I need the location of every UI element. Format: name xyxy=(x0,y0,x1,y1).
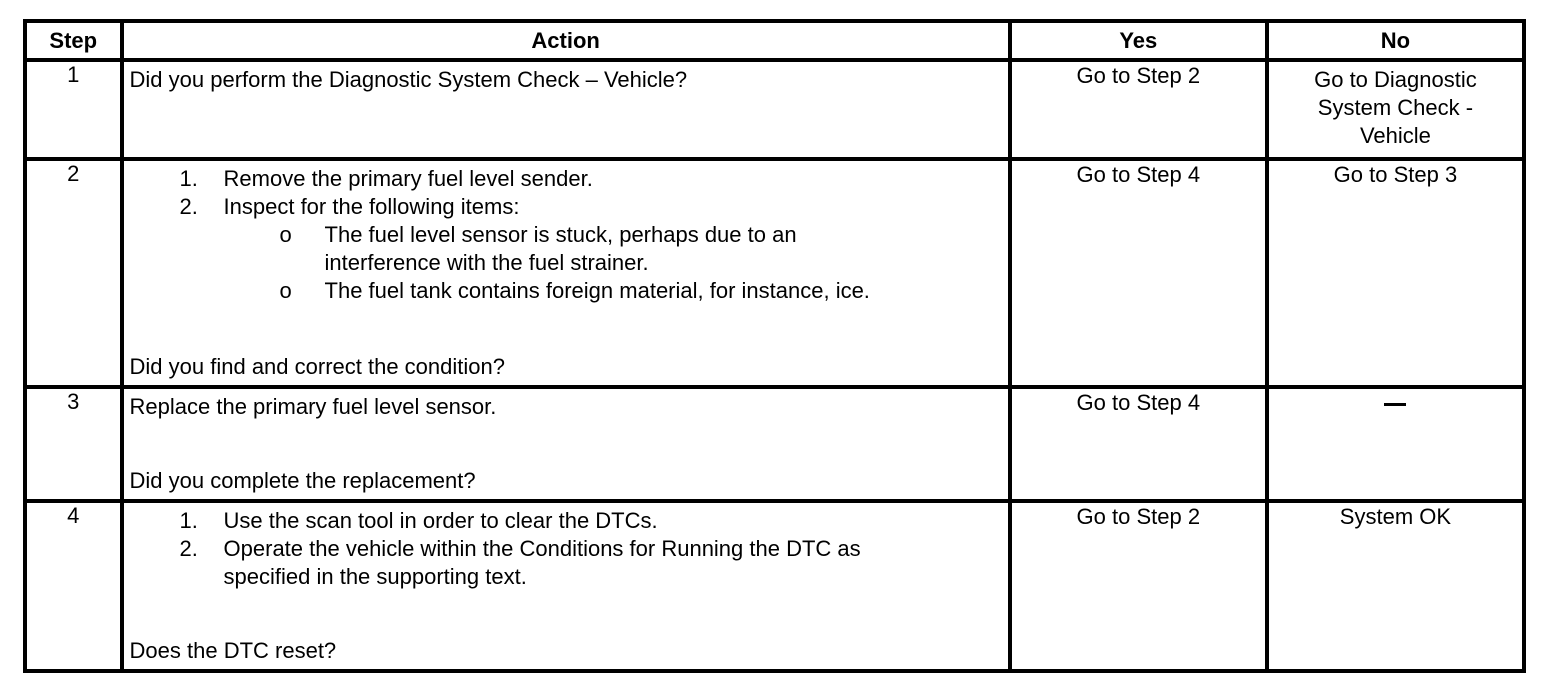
action-question: Does the DTC reset? xyxy=(129,638,337,663)
step-number: 2 xyxy=(25,159,122,387)
table-row xyxy=(25,501,1524,671)
header-row xyxy=(25,21,1524,60)
action-question: Did you complete the replacement? xyxy=(129,468,476,493)
bullet-text: interference with the fuel strainer. xyxy=(324,250,649,275)
action-question: Did you perform the Diagnostic System Check – Vehicle? xyxy=(129,67,688,92)
item-text: Inspect for the following items: xyxy=(223,194,520,219)
numbered-item xyxy=(130,535,1002,591)
numbered-item xyxy=(130,507,1002,535)
step-number: 4 xyxy=(25,501,122,671)
item-text: Operate the vehicle within the Conditions for Running the DTC as xyxy=(223,536,861,561)
numbered-item xyxy=(130,165,1002,193)
item-number: 1. xyxy=(179,508,198,533)
action-text: Replace the primary fuel level sensor. xyxy=(129,394,497,419)
action-question: Did you find and correct the condition? xyxy=(129,354,505,379)
header-step: Step xyxy=(25,21,122,60)
bullet-text: The fuel level sensor is stuck, perhaps due to an xyxy=(324,222,797,247)
item-text: specified in the supporting text. xyxy=(223,564,527,589)
yes-cell: Go to Step 2 xyxy=(1010,501,1267,671)
no-cell: Go to Step 3 xyxy=(1267,159,1524,387)
bullet-item xyxy=(130,277,1002,305)
item-number: 2. xyxy=(179,536,198,561)
yes-cell: Go to Step 4 xyxy=(1010,387,1267,501)
item-text: Remove the primary fuel level sender. xyxy=(223,166,593,191)
no-line: Vehicle xyxy=(1359,123,1431,148)
bullet-marker: o xyxy=(279,222,292,247)
header-action: Action xyxy=(122,21,1010,60)
header-yes: Yes xyxy=(1010,21,1267,60)
bullet-item xyxy=(130,221,1002,277)
no-line: Go to Diagnostic xyxy=(1314,67,1477,92)
yes-cell: Go to Step 4 xyxy=(1010,159,1267,387)
header-no: No xyxy=(1267,21,1524,60)
item-number: 2. xyxy=(179,194,198,219)
yes-cell: Go to Step 2 xyxy=(1010,60,1267,159)
item-number: 1. xyxy=(179,166,198,191)
action-cell xyxy=(122,501,1010,671)
table-row xyxy=(25,159,1524,387)
action-cell xyxy=(122,387,1010,501)
step-number: 3 xyxy=(25,387,122,501)
action-cell xyxy=(122,60,1010,159)
no-cell xyxy=(1267,60,1524,159)
numbered-item xyxy=(130,193,1002,221)
action-cell xyxy=(122,159,1010,387)
diagnostic-table xyxy=(23,19,1526,673)
bullet-text: The fuel tank contains foreign material, for instance, ice. xyxy=(324,278,870,303)
bullet-marker: o xyxy=(279,278,292,303)
table-row xyxy=(25,387,1524,501)
table-row xyxy=(25,60,1524,159)
no-line: System Check - xyxy=(1317,95,1474,120)
step-number: 1 xyxy=(25,60,122,159)
no-cell: System OK xyxy=(1267,501,1524,671)
item-text: Use the scan tool in order to clear the DTCs. xyxy=(223,508,658,533)
dash-mark xyxy=(1384,403,1406,406)
no-cell xyxy=(1267,387,1524,501)
